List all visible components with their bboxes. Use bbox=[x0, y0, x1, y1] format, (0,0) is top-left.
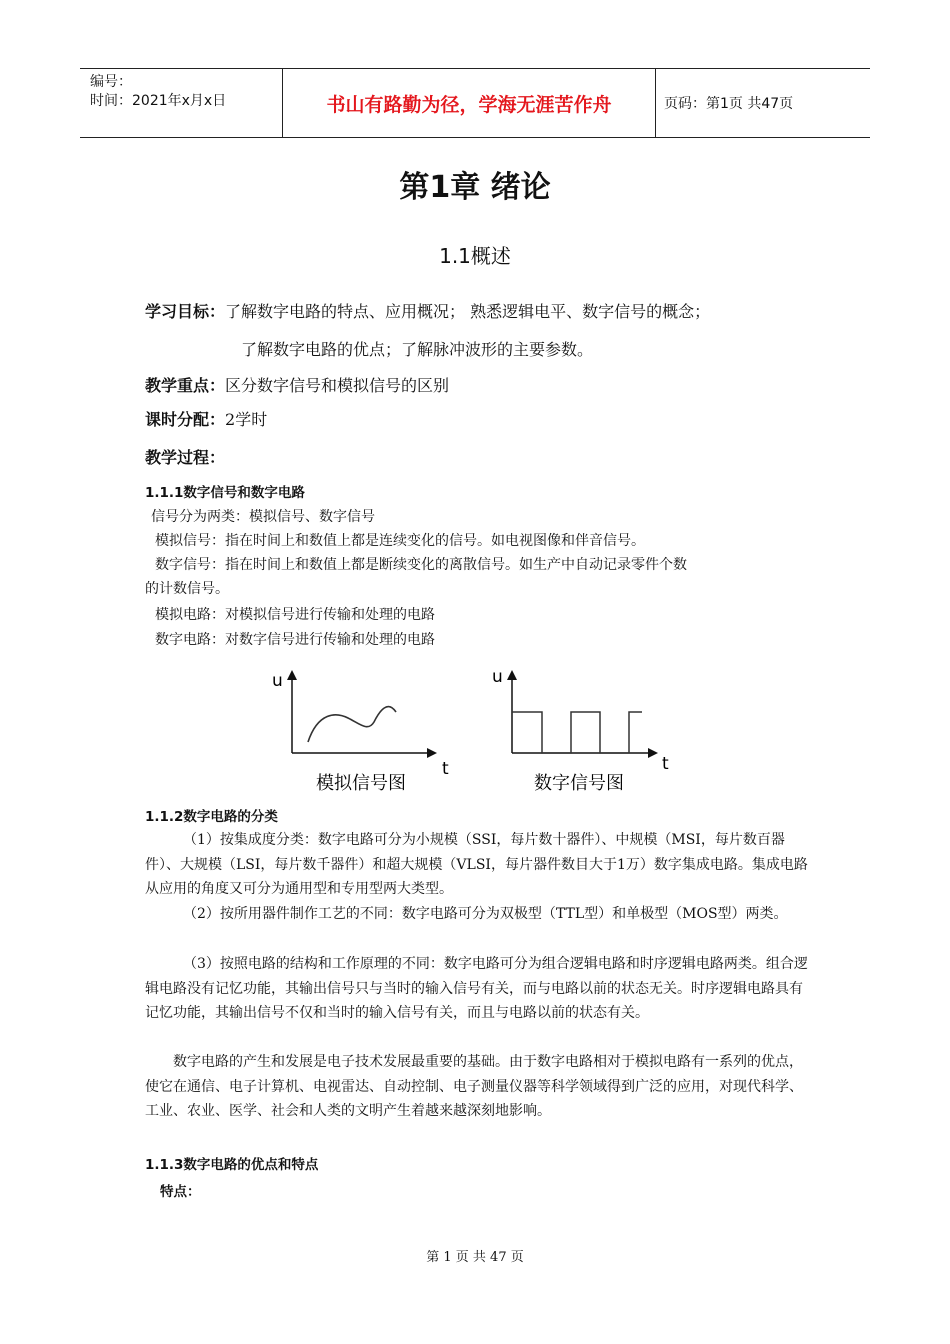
time-label: 时间：2021年x月x日 bbox=[90, 93, 227, 109]
s111-line-4: 的计数信号。 bbox=[145, 581, 229, 597]
subsection-1-1-2-title: 1.1.2数字电路的分类 bbox=[145, 809, 278, 825]
subsection-1-1-1-title: 1.1.1数字信号和数字电路 bbox=[145, 485, 305, 501]
analog-signal-figure bbox=[272, 671, 449, 794]
header-page-info: 页码：第1页 共47页 bbox=[664, 96, 794, 112]
focus-label: 教学重点： bbox=[145, 376, 226, 395]
digital-caption: 数字信号图 bbox=[534, 773, 624, 794]
section-title: 1.1概述 bbox=[439, 244, 511, 268]
digital-signal-figure bbox=[492, 667, 669, 794]
process-label: 教学过程： bbox=[145, 448, 226, 467]
features-label: 特点： bbox=[160, 1184, 201, 1200]
focus-line bbox=[145, 373, 449, 396]
focus-text: 区分数字信号和模拟信号的区别 bbox=[225, 376, 450, 395]
header-meta bbox=[80, 69, 280, 137]
s111-line-5: 模拟电路：对模拟信号进行传输和处理的电路 bbox=[155, 607, 435, 623]
s112-paragraph-2: （2）按所用器件制作工艺的不同：数字电路可分为双极型（TTL型）和单极型（MOS型）两类。 bbox=[183, 906, 788, 922]
hours-line bbox=[145, 407, 267, 430]
s111-line-3: 数字信号：指在时间上和数值上都是断续变化的离散信号。如生产中自动记录零件个数 bbox=[155, 557, 687, 573]
s112-paragraph-4: 数字电路的产生和发展是电子技术发展最重要的基础。由于数字电路相对于模拟电路有一系列的优点，使它在通信、电子计算机、电视雷达、自动控制、电子测量仪器等科学领域得到广泛的应用，对现代科学、工业、农业、医学、社会和人类的文明产生着越来越深刻地影响。 bbox=[145, 1054, 803, 1119]
s112-paragraph-3: （3）按照电路的结构和工作原理的不同：数字电路可分为组合逻辑电路和时序逻辑电路两类。组合逻辑电路没有记忆功能，其输出信号只与当时的输入信号有关，而与电路以前的状态无关。时序逻辑电路具有记忆功能，其输出信号不仅和当时的输入信号有关，而且与电路以前的状态有关。 bbox=[145, 956, 808, 1021]
page-footer: 第 1 页 共 47 页 bbox=[426, 1250, 524, 1265]
objectives-text-1: 了解数字电路的特点、应用概况； 熟悉逻辑电平、数字信号的概念； bbox=[225, 302, 711, 321]
chapter-title: 第1章 绪论 bbox=[399, 170, 551, 205]
hours-label: 课时分配： bbox=[145, 410, 226, 429]
page-header bbox=[80, 68, 870, 138]
number-label: 编号： bbox=[90, 74, 132, 90]
s111-line-2: 模拟信号：指在时间上和数值上都是连续变化的信号。如电视图像和伴音信号。 bbox=[155, 533, 645, 549]
analog-x-label: t bbox=[442, 759, 449, 779]
header-motto: 书山有路勤为径，学海无涯苦作舟 bbox=[282, 69, 656, 137]
analog-caption: 模拟信号图 bbox=[316, 773, 406, 794]
objectives-label: 学习目标： bbox=[145, 302, 226, 321]
hours-text: 2学时 bbox=[225, 410, 268, 429]
analog-waveform bbox=[308, 707, 396, 742]
s111-line-1: 信号分为两类：模拟信号、数字信号 bbox=[151, 509, 375, 525]
digital-y-label: u bbox=[492, 667, 503, 687]
objectives-line-1 bbox=[145, 299, 710, 322]
digital-waveform bbox=[512, 712, 642, 753]
subsection-1-1-3-title: 1.1.3数字电路的优点和特点 bbox=[145, 1157, 319, 1173]
s112-paragraph-1: （1）按集成度分类：数字电路可分为小规模（SSI，每片数十器件）、中规模（MSI，每片数百器件）、大规模（LSI，每片数千器件）和超大规模（VLSI，每片器件数目大于1万）数字集成电路。集成电路从应用的角度又可分为通用型和专用型两大类型。 bbox=[145, 832, 808, 897]
analog-y-label: u bbox=[272, 671, 283, 691]
signal-figures bbox=[260, 660, 700, 800]
objectives-text-2: 了解数字电路的优点；了解脉冲波形的主要参数。 bbox=[241, 340, 594, 359]
s111-line-6: 数字电路：对数字信号进行传输和处理的电路 bbox=[155, 632, 435, 648]
digital-x-label: t bbox=[662, 754, 669, 774]
